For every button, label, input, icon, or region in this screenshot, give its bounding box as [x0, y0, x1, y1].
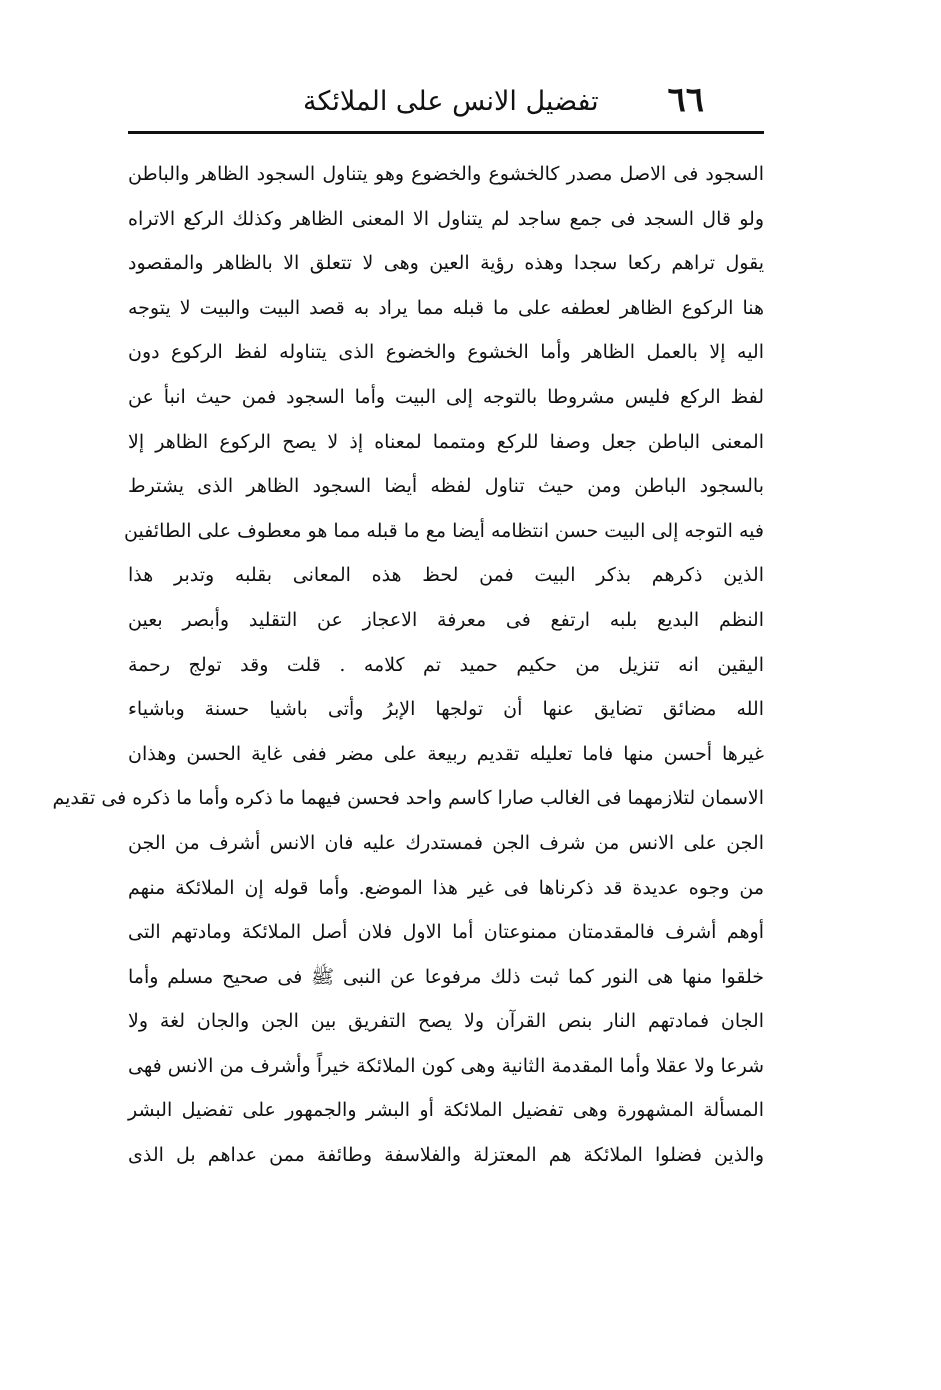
- page-number: ٦٦: [667, 80, 704, 120]
- text-line: اليه إلا بالعمل الظاهر وأما الخشوع والخضوع الذى يتناوله لفظ الركوع دون: [128, 341, 764, 364]
- text-line: أوهم أشرف فالمقدمتان ممنوعتان أما الاول فلان أصل الملائكة ومادتهم التى: [128, 921, 764, 944]
- text-line: من وجوه عديدة قد ذكرناها فى غير هذا الموضع. وأما قوله إن الملائكة منهم: [128, 876, 764, 899]
- text-line: الله مضائق تضايق عنها أن تولجها الإبرُ وأتى باشيا حسنة وباشياء: [128, 698, 764, 721]
- text-line: الذين ذكرهم بذكر البيت فمن لحظ هذه المعانى بقلبه وتدبر هذا: [128, 564, 764, 587]
- page-header: [128, 78, 764, 130]
- running-title: تفضيل الانس على الملائكة: [303, 86, 599, 117]
- text-line: يقول تراهم ركعا سجدا وهذه رؤية العين وهى لا تتعلق الا بالظاهر والمقصود: [128, 252, 764, 275]
- text-line: بالسجود الباطن ومن حيث تناول لفظه أيضا السجود الظاهر الذى يشترط: [128, 475, 764, 498]
- text-line: خلقوا منها هى النور كما ثبت ذلك مرفوعا عن النبى ﷺ فى صحيح مسلم وأما: [128, 965, 764, 988]
- text-line: السجود فى الاصل مصدر كالخشوع والخضوع وهو يتناول السجود الظاهر والباطن: [128, 163, 764, 185]
- text-line: شرعا ولا عقلا وأما المقدمة الثانية وهى كون الملائكة خيراً وأشرف من الانس فهى: [128, 1054, 764, 1077]
- text-line: المعنى الباطن جعل وصفا للركع ومتمما لمعناه إذ لا يصح الركوع الظاهر إلا: [128, 430, 764, 453]
- text-line: الجان فمادتهم النار بنص القرآن ولا يصح التفريق بين الجن والجان لغة ولا: [128, 1010, 764, 1033]
- text-line: ولو قال السجد فى جمع ساجد لم يتناول الا المعنى الظاهر وكذلك الركع الاتراه: [128, 207, 764, 230]
- header-rule: [128, 131, 764, 134]
- text-line: المسألة المشهورة وهى تفضيل الملائكة أو البشر والجمهور على تفضيل البشر: [128, 1099, 764, 1122]
- text-line: اليقين انه تنزيل من حكيم حميد تم كلامه . قلت وقد تولج رحمة: [128, 653, 764, 676]
- text-line: النظم البديع بلبه ارتفع فى معرفة الاعجاز عن التقليد وأبصر بعين: [128, 608, 764, 631]
- text-line: الاسمان لتلازمهما فى الغالب صارا كاسم واحد فحسن فيهما ما ذكره وأما ما ذكره فى تقديم: [52, 787, 764, 810]
- text-line: لفظ الركع فليس مشروطا بالتوجه إلى البيت وأما السجود فمن حيث انبأ عن: [128, 385, 764, 408]
- text-line: غيرها أحسن منها فاما تعليله تقديم ربيعة على مضر ففى غاية الحسن وهذان: [128, 742, 764, 765]
- text-line: والذين فضلوا الملائكة هم المعتزلة والفلاسفة وطائفة ممن عداهم بل الذى: [128, 1144, 764, 1167]
- body-text: [52, 152, 764, 1178]
- text-line: الجن على الانس من شرف الجن فمستدرك عليه فان الانس أشرف من الجن: [128, 831, 764, 854]
- text-line: فيه التوجه إلى البيت حسن انتظامه أيضا مع ما قبله مما هو معطوف على الطائفين: [123, 519, 764, 542]
- text-line: هنا الركوع الظاهر لعطفه على ما قبله مما يراد به قصد البيت والبيت لا يتوجه: [128, 296, 764, 319]
